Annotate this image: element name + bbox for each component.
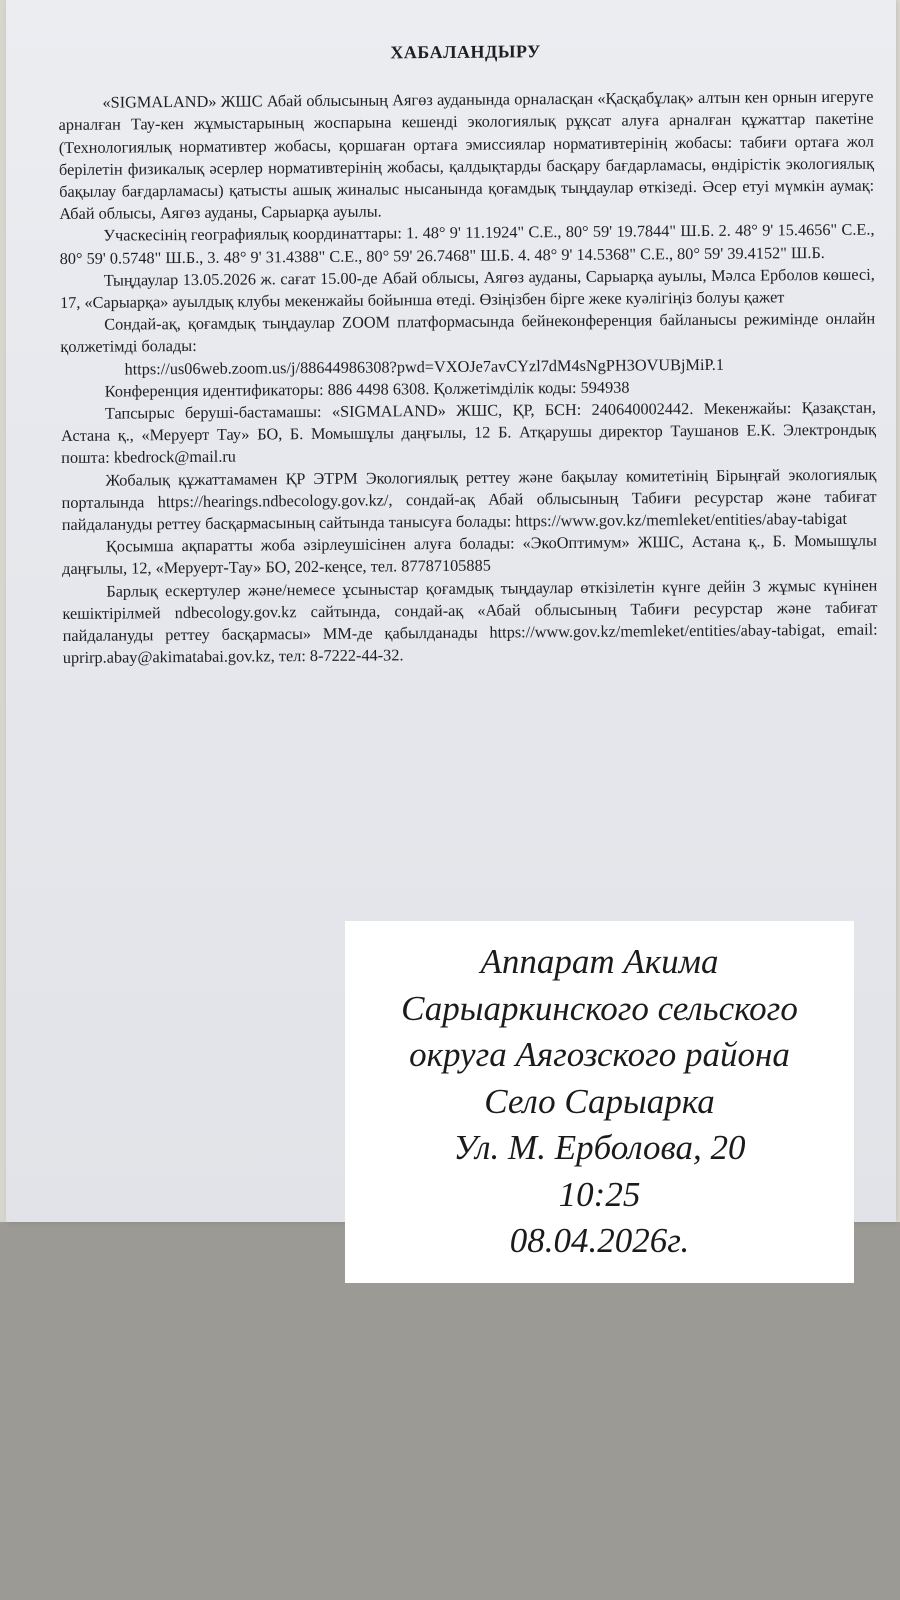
paragraph-remarks: Барлық ескертулер және/немесе ұсыныстар қоғамдық тыңдаулар өткізілетін күнге дейін 3 жұмыс күнінен кешіктірілмей ndbecology.gov.kz сайтында, сондай-ақ «Абай облысының Табиғи ресурстар және табиғат пайдалануды реттеу басқармасы» ММ-де қабылданады https://www.gov.kz/memleket/entities/abay-tabigat, email: uprirp.abay@akimatabai.gov.kz, тел: 8-7222-44-32. <box>62 575 878 668</box>
paragraph-developer: Қосымша ақпаратты жоба әзірлеушісінен алуға болады: «ЭкоОптимум» ЖШС, Астана қ., Б. Момышұлы даңғылы, 12, «Меруерт-Тау» БО, 202-кеңсе, тел. 87787105885 <box>62 530 877 579</box>
zoom-link[interactable]: https://us06web.zoom.us/j/88644986308?pwd=VXOJe7avCYzl7dM4sNgPH3OVUBjMiP.1 <box>124 354 724 379</box>
overlay-line-village: Село Сарыарка <box>484 1081 715 1121</box>
announcement-document <box>58 38 878 670</box>
paragraph-hearing-date: Тыңдаулар 13.05.2026 ж. сағат 15.00-де Абай облысы, Аягөз ауданы, Сарыарқа ауылы, Мәлса Ерболов көшесі, 17, «Сарыарқа» ауылдық клубы мекенжайы бойынша өтеді. Өзіңізбен бірге жеке куәлігіңіз болуы қажет <box>59 264 875 313</box>
paragraph-portal: Жобалық құжаттамамен ҚР ЭТРМ Экологиялық реттеу және бақылау комитетінің Бірыңғай экологиялық порталында https://hearings.ndbecology.gov.kz/, сондай-ақ Абай облысының Табиғи ресурстар және табиғат пайдалануды реттеу басқармасының сайтында танысуға болады: https://www.gov.kz/memleket/entities/abay-tabigat <box>61 464 877 535</box>
overlay-line-time: 10:25 <box>558 1174 641 1214</box>
location-overlay-note <box>345 921 854 1283</box>
overlay-line-district: Сарыаркинского сельского <box>401 988 798 1028</box>
overlay-line-office: Аппарат Акима <box>480 942 719 982</box>
overlay-line-street: Ул. М. Ерболова, 20 <box>453 1128 746 1168</box>
overlay-line-date: 08.04.2026г. <box>509 1221 690 1261</box>
paragraph-zoom: Сондай-ақ, қоғамдық тыңдаулар ZOOM платформасында бейнеконференция байланысы режимінде онлайн қолжетімді болады: <box>60 308 876 357</box>
paragraph-intro: «SIGMALAND» ЖШС Абай облысының Аягөз ауданында орналасқан «Қасқабұлақ» алтын кен орнын игеруге арналған Тау-кен жұмыстарының жоспарына кешенді экологиялық рұқсат алуға арналған құжаттар пакетіне (Технологиялық нормативтер жобасы, қоршаған ортаға эмиссиялар нормативтерінің жобасы: табиғи ортаға жол берілетін физикалық әсерлер нормативтерінің жобасы, қалдықтарды басқару бағдарламасы, өндірістік экологиялық бақылау бағдарламасы) қатысты ашық жиналыс нысанында қоғамдық тыңдаулар өткізеді. Әсер етуі мүмкін аумақ: Абай облысы, Аягөз ауданы, Сарыарқа ауылы. <box>58 86 875 224</box>
conference-ids: Конференция идентификаторы: 886 4498 6308. Қолжетімділік коды: 594938 <box>104 377 630 401</box>
overlay-line-region: округа Аягозского района <box>409 1035 790 1075</box>
document-title: ХАБАЛАНДЫРУ <box>390 41 541 63</box>
paragraph-coordinates: Учаскесінің географиялық координаттары: 1. 48° 9' 11.1924" С.Е., 80° 59' 19.7844" Ш.Б. 2. 48° 9' 15.4656" С.Е., 80° 59' 0.5748" Ш.Б., 3. 48° 9' 31.4388" С.Е., 80° 59' 26.7468" Ш.Б. 4. 48° 9' 14.5368" С.Е., 80° 59' 39.4152" Ш.Б. <box>59 220 875 268</box>
paragraph-customer: Тапсырыс беруші-бастамашы: «SIGMALAND» ЖШС, ҚР, БСН: 240640002442. Мекенжайы: Қазақстан, Астана қ., «Меруерт Тау» БО, Б. Момышұлы даңғылы, 12 Б. Атқарушы директор Таушанов Е.К. Электрондық пошта: kbedrock@mail.ru <box>61 397 877 468</box>
